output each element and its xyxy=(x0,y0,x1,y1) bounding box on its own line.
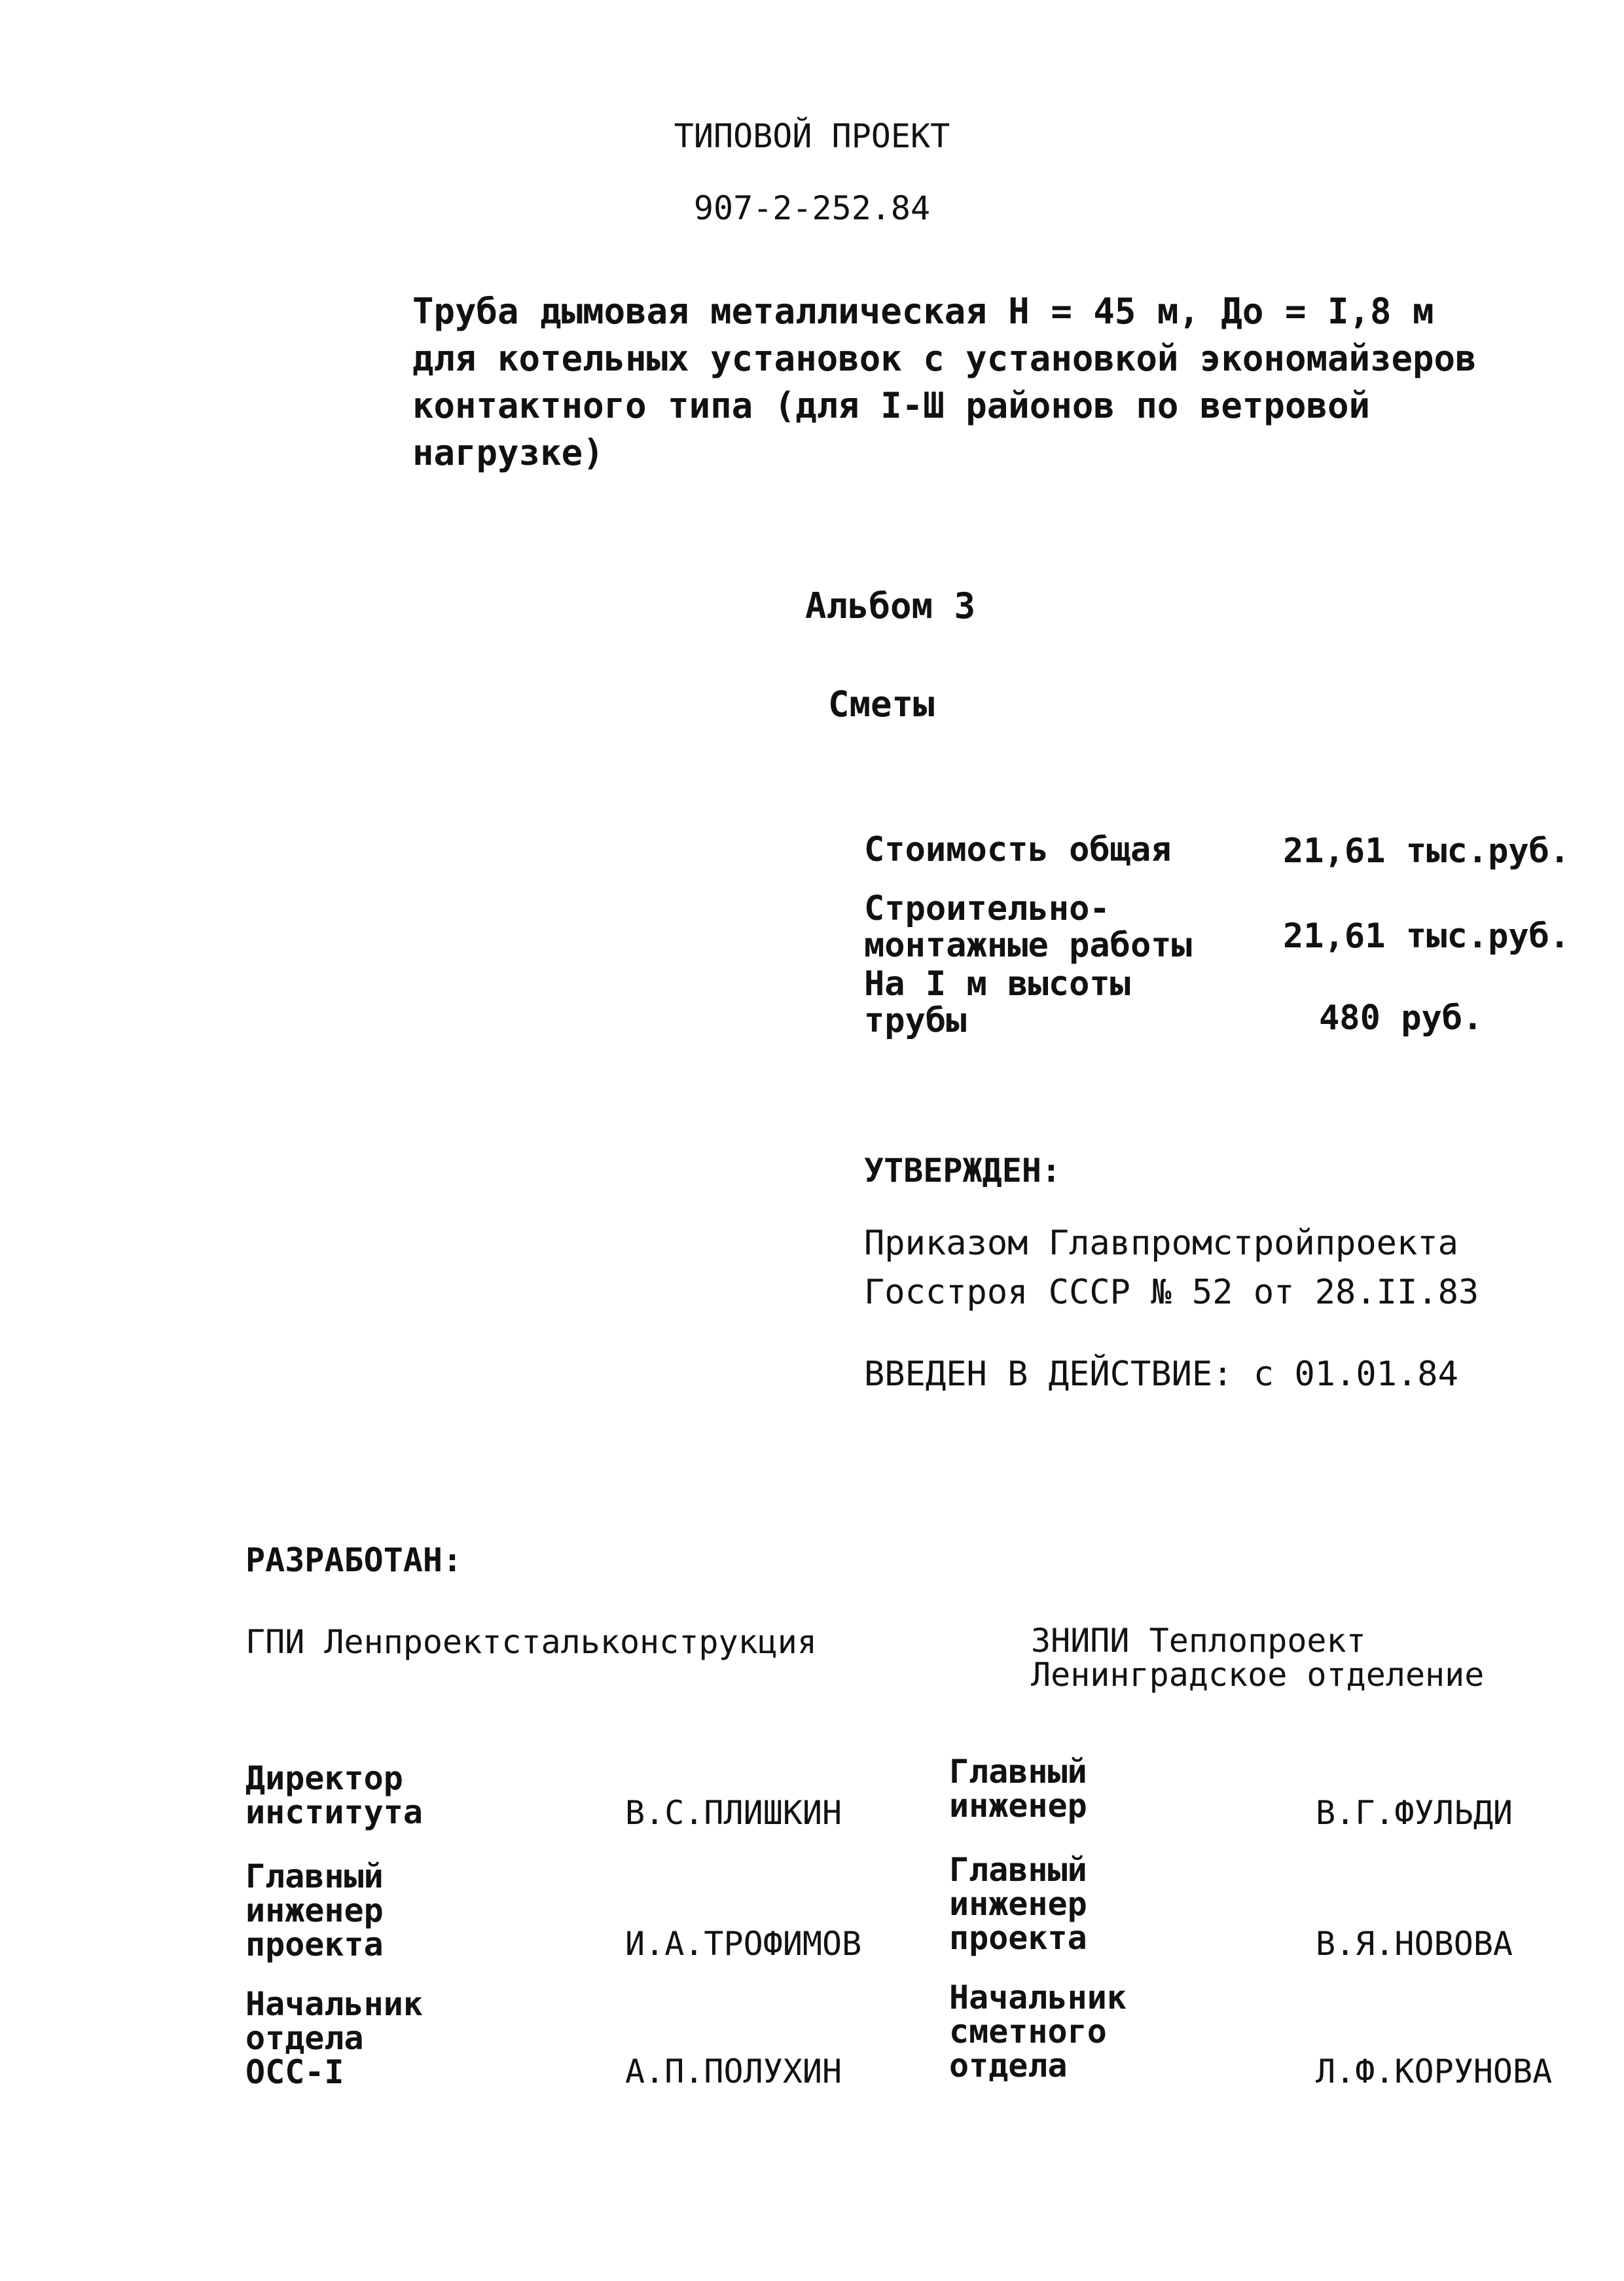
description-line: контактного типа (для I-Ш районов по ветровой xyxy=(412,385,1370,426)
description-line: Труба дымовая металлическая Н = 45 м, До = I,8 м xyxy=(412,291,1434,332)
doc-type: ТИПОВОЙ ПРОЕКТ xyxy=(674,117,950,155)
project-description xyxy=(412,288,1525,477)
cost-label-construction: Строительно- монтажные работы xyxy=(864,889,1192,965)
cost-label-per-meter: На I м высоты трубы xyxy=(864,964,1130,1040)
org-right: ЗНИПИ Теплопроект Ленинградское отделение xyxy=(1031,1622,1485,1694)
signatory-title: Директор института xyxy=(245,1759,423,1831)
approval-heading: УТВЕРЖДЕН: xyxy=(864,1152,1062,1190)
org-left: ГПИ Ленпроектстальконструкция xyxy=(245,1623,817,1661)
signatory-name: Л.Ф.КОРУНОВА xyxy=(1316,2053,1553,2090)
cost-value-per-meter: 480 руб. xyxy=(1319,998,1483,1038)
description-line: нагрузке) xyxy=(412,432,604,473)
section-title: Сметы xyxy=(828,684,935,725)
signatory-title: Главный инженер проекта xyxy=(245,1857,384,1963)
signatory-name: И.А.ТРОФИМОВ xyxy=(625,1925,862,1963)
approval-order-line2: Госстроя СССР № 52 от 28.II.83 xyxy=(864,1273,1479,1312)
description-line: для котельных установок с установкой экономайзеров xyxy=(412,338,1477,379)
doc-number: 907-2-252.84 xyxy=(693,189,931,227)
signatory-title: Начальник отдела ОСС-I xyxy=(245,1985,423,2091)
cost-value-construction: 21,61 тыс.руб. xyxy=(1283,917,1570,956)
signatory-name: В.С.ПЛИШКИН xyxy=(625,1794,842,1832)
signatory-title: Главный инженер xyxy=(949,1753,1087,1825)
signatory-name: В.Г.ФУЛЬДИ xyxy=(1316,1794,1513,1832)
cost-value-total: 21,61 тыс.руб. xyxy=(1283,831,1570,871)
effective-date: ВВЕДЕН В ДЕЙСТВИЕ: с 01.01.84 xyxy=(864,1355,1458,1394)
album-title: Альбом 3 xyxy=(805,585,976,627)
approval-order-line1: Приказом Главпромстройпроекта xyxy=(864,1224,1458,1263)
signatory-title: Начальник сметного отдела xyxy=(949,1979,1127,2085)
developed-heading: РАЗРАБОТАН: xyxy=(245,1541,463,1579)
signatory-title: Главный инженер проекта xyxy=(949,1851,1087,1957)
signatory-name: В.Я.НОВОВА xyxy=(1316,1925,1513,1963)
cost-label-total: Стоимость общая xyxy=(864,830,1172,869)
signatory-name: А.П.ПОЛУХИН xyxy=(625,2053,842,2090)
